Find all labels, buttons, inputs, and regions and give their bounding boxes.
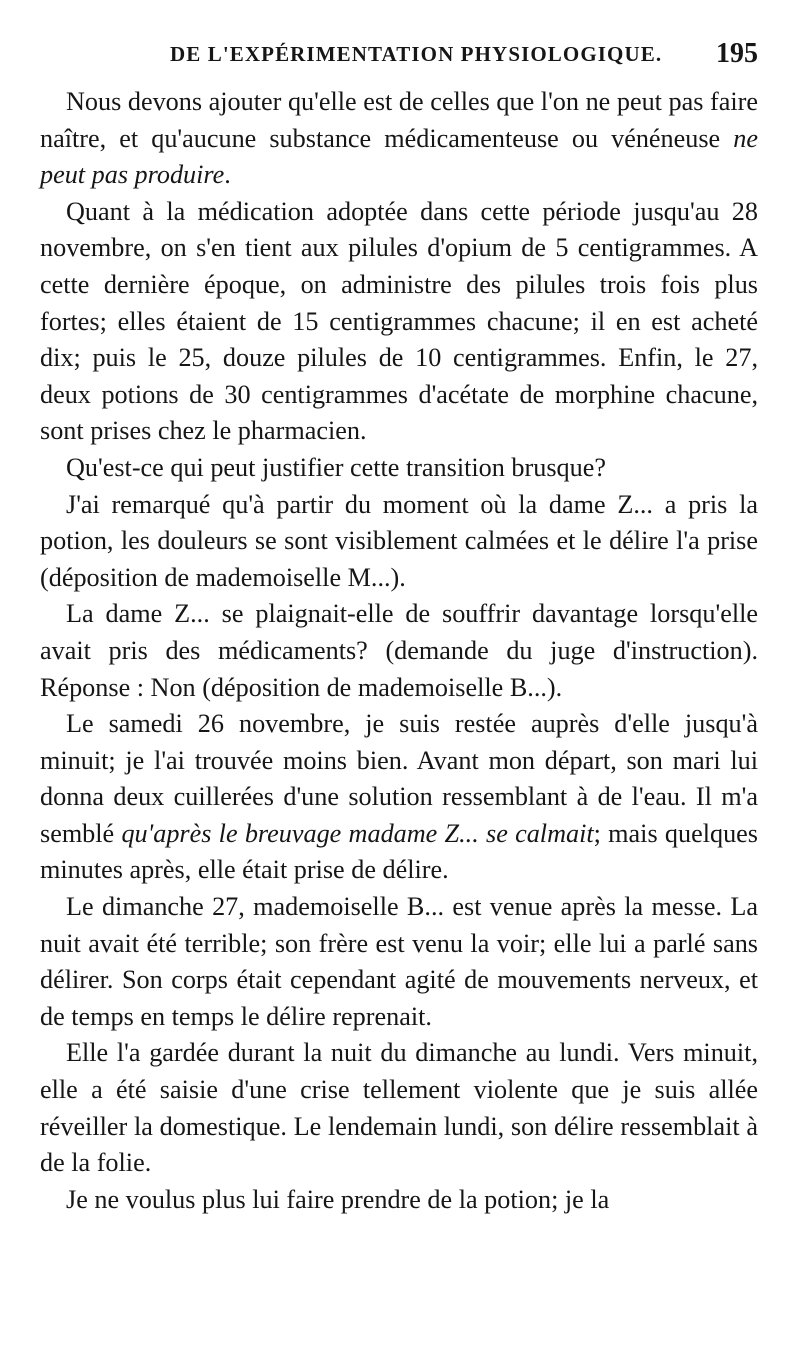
paragraph-text-end: . bbox=[224, 160, 231, 190]
paragraph-text: Qu'est-ce qui peut justifier cette transition brusque? bbox=[66, 452, 606, 482]
paragraph-text: Quant à la médication adoptée dans cette période jusqu'au 28 novembre, on s'en tient aux pilules d'opium de 5 centigrammes. A cette dernière époque, on administre des pilules trois fois plus fortes; elles étaient de 15 centigrammes chacune; il en est acheté dix; puis le 25, douze pilules de 10 centigrammes. Enfin, le 27, deux potions de 30 centigrammes d'acétate de morphine chacune, sont prises chez le pharmacien. bbox=[40, 196, 758, 446]
paragraph-text: Le samedi 26 novembre, je suis restée auprès d'elle jusqu'à minuit; je l'ai trouvée moins bien. Avant mon départ, son mari lui donna deux cuillerées d'une solution ressemblant à de l'eau. Il m'a semblé bbox=[40, 709, 758, 848]
paragraph-text: J'ai remarqué qu'à partir du moment où la dame Z... a pris la potion, les douleurs se sont visiblement calmées et le délire l'a prise (déposition de mademoiselle M...). bbox=[40, 489, 758, 592]
paragraph bbox=[40, 1182, 758, 1219]
paragraph-text-end: ; mais quelques minutes après, elle était prise de délire. bbox=[40, 818, 758, 885]
paragraph bbox=[40, 1035, 758, 1181]
running-head bbox=[40, 38, 758, 82]
running-title: DE L'EXPÉRIMENTATION PHYSIOLOGIQUE. bbox=[170, 42, 663, 66]
body-text bbox=[40, 84, 758, 1218]
paragraph bbox=[40, 706, 758, 889]
paragraph bbox=[40, 487, 758, 597]
paragraph-text: Je ne voulus plus lui faire prendre de la potion; je la bbox=[66, 1184, 610, 1214]
paragraph-text: Elle l'a gardée durant la nuit du dimanche au lundi. Vers minuit, elle a été saisie d'une crise tellement violente que je suis allée réveiller la domestique. Le lendemain lundi, son délire ressemblait à de la folie. bbox=[40, 1038, 758, 1178]
page-number: 195 bbox=[716, 38, 758, 69]
paragraph bbox=[40, 84, 758, 194]
paragraph-text: Nous devons ajouter qu'elle est de celles que l'on ne peut pas faire naître, et qu'aucune substance médicamenteuse ou vénéneuse bbox=[40, 87, 758, 153]
paragraph bbox=[40, 194, 758, 450]
paragraph-text: La dame Z... se plaignait-elle de souffrir davantage lorsqu'elle avait pris des médicaments? (demande du juge d'instruction). Réponse : Non (déposition de mademoiselle B...). bbox=[40, 599, 758, 702]
paragraph bbox=[40, 596, 758, 706]
italic-phrase: qu'après le breuvage madame Z... se calmait bbox=[121, 818, 594, 848]
paragraph bbox=[40, 889, 758, 1035]
paragraph-text: Le dimanche 27, mademoiselle B... est venue après la messe. La nuit avait été terrible; son frère est venu la voir; elle lui a parlé sans délirer. Son corps était cependant agité de mouvements nerveux, et de temps en temps le délire reprenait. bbox=[40, 892, 758, 1031]
paragraph bbox=[40, 450, 758, 487]
italic-phrase: ne peut pas produire bbox=[40, 123, 758, 190]
